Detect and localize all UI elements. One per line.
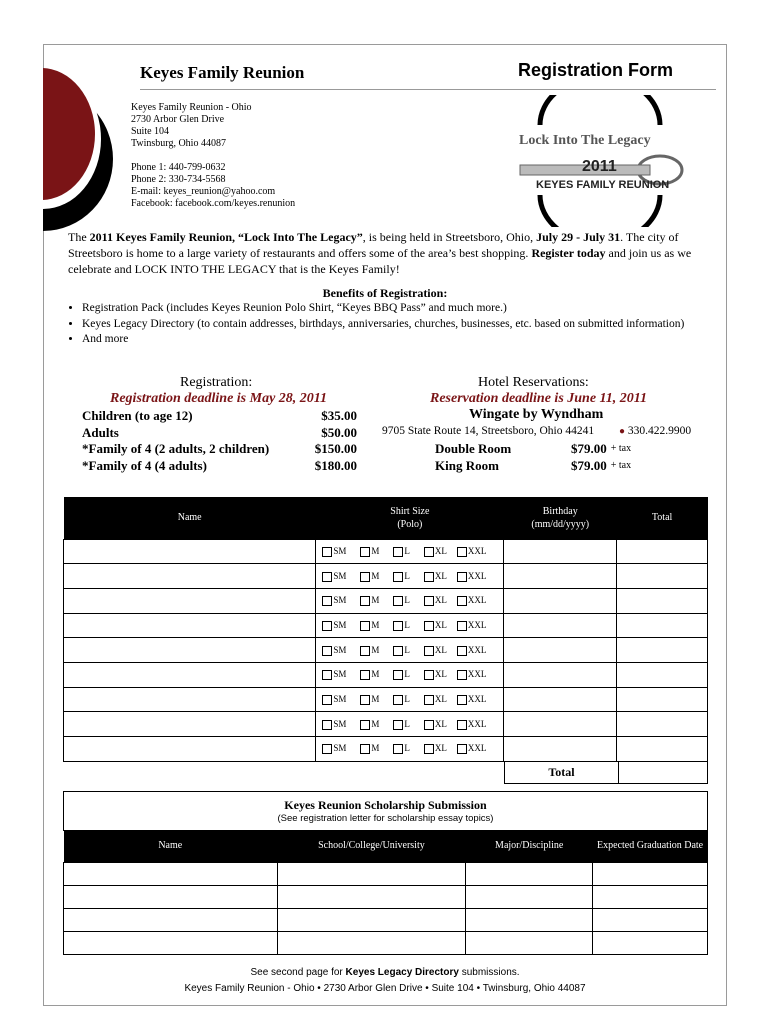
grand-total-field[interactable] [617,761,708,784]
size-label: L [404,545,410,556]
size-option-xxl[interactable] [457,620,487,630]
total-field[interactable] [617,564,708,589]
birthday-field[interactable] [504,588,617,613]
size-option-xxl[interactable] [457,645,487,655]
size-label: M [371,595,380,606]
size-label: XL [434,570,447,581]
list-item [64,862,708,885]
name-field[interactable] [64,687,316,712]
sch-school-field[interactable] [277,931,466,954]
contact-address [131,102,295,210]
price-list [82,408,357,474]
size-label: SM [333,570,347,581]
checkbox[interactable] [424,572,434,582]
sch-grad-field[interactable] [593,885,708,908]
price-value: $35.00 [321,408,357,423]
size-label: XXL [467,545,487,556]
form-title: Registration Form [518,60,674,80]
size-label: XXL [467,644,487,655]
birthday-field[interactable] [504,712,617,737]
hotel-address: 9705 State Route 14, Streetsboro, Ohio 44241 [382,425,595,437]
sch-school-field[interactable] [277,862,466,885]
size-label: SM [333,644,347,655]
price-row [82,458,357,475]
benefit-item: • Keyes Legacy Directory (to contain addresses, birthdays, anniversaries, churches, businesses, etc. based on submitted information) [82,317,692,333]
size-label: L [404,619,410,630]
footer-bold: Keyes Legacy Directory [345,967,459,978]
size-option-xxl[interactable] [457,719,487,729]
shirt-size-cell [316,687,504,712]
intro-text: . The city of Streetsboro is home to a large variety of restaurants and offers some of the area’s best shopping. [68,230,679,260]
price-row [82,408,357,425]
size-option-xl[interactable] [424,669,447,679]
checkbox[interactable] [360,646,370,656]
checkbox[interactable] [393,720,403,730]
birthday-header-text: Birthday [542,505,578,517]
birthday-field[interactable] [504,687,617,712]
phone-2: Phone 2: 330-734-5568 [131,174,226,185]
checkbox[interactable] [322,720,332,730]
hotel-phone [619,425,691,437]
size-option-xxl[interactable] [457,694,487,704]
size-option-sm[interactable] [322,645,346,655]
size-option-sm[interactable] [322,546,346,556]
checkbox[interactable] [457,547,467,557]
checkbox[interactable] [457,621,467,631]
intro-bold: July 29 - July 31 [536,230,621,244]
checkbox[interactable] [322,572,332,582]
checkbox[interactable] [393,646,403,656]
checkbox[interactable] [457,695,467,705]
size-label: XL [434,595,447,606]
size-option-xxl[interactable] [457,743,487,753]
size-label: XXL [467,619,487,630]
sch-major-field[interactable] [466,908,593,931]
checkbox[interactable] [424,695,434,705]
size-label: M [371,570,380,581]
intro-paragraph [68,229,696,277]
table-row [64,564,708,589]
size-label: SM [333,545,347,556]
name-field[interactable] [64,539,316,564]
checkbox[interactable] [322,695,332,705]
hotel-title: Hotel Reservations: [478,375,589,390]
size-label: M [371,545,380,556]
size-option-m[interactable] [360,595,379,605]
price-value: $150.00 [314,441,357,456]
checkbox[interactable] [393,596,403,606]
size-label: SM [333,595,347,606]
checkbox[interactable] [322,646,332,656]
size-option-xl[interactable] [424,743,447,753]
table-row [64,737,708,762]
benefits-title: Benefits of Registration: [322,286,448,300]
col-total-header: Total [651,512,673,524]
room-label: Double Room [435,441,512,456]
size-option-l[interactable] [393,546,410,556]
checkbox[interactable] [360,720,370,730]
size-option-m[interactable] [360,571,379,581]
hotel-name: Wingate by Wyndham [469,407,604,422]
total-field[interactable] [617,588,708,613]
checkbox[interactable] [393,547,403,557]
benefits-list [68,301,692,348]
size-label: M [371,718,380,729]
hotel-deadline: Reservation deadline is June 11, 2011 [430,391,648,406]
table-row [64,638,708,663]
checkbox[interactable] [457,744,467,754]
size-label: XXL [467,694,487,704]
total-field[interactable] [617,613,708,638]
size-option-xl[interactable] [424,719,447,729]
size-label: XL [434,619,447,630]
size-option-sm[interactable] [322,743,346,753]
checkbox[interactable] [393,621,403,631]
size-label: XL [434,669,447,680]
table-header [64,497,708,539]
checkbox[interactable] [360,744,370,754]
size-option-m[interactable] [360,645,379,655]
price-label: *Family of 4 (2 adults, 2 children) [82,441,270,456]
intro-bold: 2011 Keyes Family Reunion, “Lock Into The Legacy” [89,230,363,244]
room-price: $79.00 [571,457,607,473]
size-option-l[interactable] [393,669,410,679]
contact-line: 2730 Arbor Glen Drive [131,114,225,125]
size-label: L [404,743,410,754]
price-label: Children (to age 12) [82,408,193,423]
shirt-size-cell [316,737,504,762]
size-option-m[interactable] [360,620,379,630]
intro-text: The [68,230,90,244]
room-label: King Room [435,457,499,473]
org-title: Keyes Family Reunion [140,63,305,82]
checkbox[interactable] [424,621,434,631]
birthday-field[interactable] [504,737,617,762]
size-label: SM [333,718,347,729]
birthday-field[interactable] [504,638,617,663]
checkbox[interactable] [393,572,403,582]
name-field[interactable] [64,613,316,638]
size-option-l[interactable] [393,694,410,704]
sch-col-grad: Expected Graduation Date [597,839,704,851]
shirt-size-cell [316,539,504,564]
footer-text: See second page for [250,967,346,978]
size-option-xxl[interactable] [457,546,487,556]
sch-name-field[interactable] [64,908,278,931]
size-label: XXL [467,595,487,606]
name-field[interactable] [64,638,316,663]
list-item [64,885,708,908]
size-label: XXL [467,718,487,729]
email: E-mail: keyes_reunion@yahoo.com [131,186,276,197]
name-field[interactable] [64,588,316,613]
sch-grad-field[interactable] [593,862,708,885]
checkbox[interactable] [457,572,467,582]
shirt-size-cell [316,712,504,737]
checkbox[interactable] [322,547,332,557]
sch-col-name: Name [158,840,183,852]
shirt-header-text: Shirt Size [390,505,430,517]
size-option-sm[interactable] [322,719,346,729]
price-row [82,425,357,442]
size-label: M [371,743,380,754]
registration-title: Registration: [180,375,253,390]
size-label: L [404,694,410,704]
total-field[interactable] [617,712,708,737]
size-option-m[interactable] [360,719,379,729]
checkbox[interactable] [360,621,370,631]
checkbox[interactable] [424,670,434,680]
price-label: *Family of 4 (4 adults) [82,457,207,473]
size-label: L [404,644,410,655]
checkbox[interactable] [360,572,370,582]
size-label: L [404,669,410,680]
checkbox[interactable] [322,744,332,754]
shirt-size-cell [316,638,504,663]
logo-name: KEYES FAMILY REUNION [536,179,670,191]
size-option-xl[interactable] [424,620,447,630]
price-row [82,441,357,458]
phone-1: Phone 1: 440-799-0632 [131,162,226,173]
size-option-sm[interactable] [322,620,346,630]
size-option-l[interactable] [393,743,410,753]
scholarship-table [63,830,708,955]
benefit-item: • Registration Pack (includes Keyes Reunion Polo Shirt, “Keyes BBQ Pass” and much more.) [82,301,692,317]
checkbox[interactable] [457,670,467,680]
registration-table [63,497,708,762]
footer-line-2: Keyes Family Reunion - Ohio • 2730 Arbor Glen Drive • Suite 104 • Twinsburg, Ohio 44087 [184,983,586,994]
checkbox[interactable] [322,621,332,631]
scholarship-title: Keyes Reunion Scholarship Submission [284,798,487,812]
sch-major-field[interactable] [466,885,593,908]
col-name-header: Name [177,512,202,524]
size-label: M [371,619,380,630]
checkbox[interactable] [424,646,434,656]
size-option-xl[interactable] [424,694,447,704]
price-label: Adults [82,424,119,440]
size-option-sm[interactable] [322,571,346,581]
price-value: $50.00 [321,424,357,440]
size-option-m[interactable] [360,743,379,753]
size-label: SM [333,619,347,630]
checkbox[interactable] [393,670,403,680]
size-option-xl[interactable] [424,571,447,581]
room-row [435,458,665,475]
size-label: SM [333,743,347,754]
birthday-field[interactable] [504,662,617,687]
total-field[interactable] [617,737,708,762]
contact-line: Keyes Family Reunion - Ohio [131,102,252,113]
list-item [64,931,708,954]
sch-major-field[interactable] [466,862,593,885]
shirt-size-cell [316,662,504,687]
contact-line: Suite 104 [131,126,170,137]
checkbox[interactable] [360,596,370,606]
size-label: SM [333,694,347,704]
sch-school-field[interactable] [277,908,466,931]
sch-grad-field[interactable] [593,908,708,931]
shirt-size-cell [316,613,504,638]
size-option-sm[interactable] [322,694,346,704]
name-field[interactable] [64,712,316,737]
total-field[interactable] [617,662,708,687]
col-birthday-header [504,497,617,539]
total-field[interactable] [617,638,708,663]
shirt-size-cell [316,564,504,589]
footer-text: submissions. [458,967,520,978]
checkbox[interactable] [424,596,434,606]
size-option-sm[interactable] [322,669,346,679]
sch-major-field[interactable] [466,931,593,954]
size-option-xxl[interactable] [457,595,487,605]
size-option-l[interactable] [393,719,410,729]
size-option-l[interactable] [393,571,410,581]
size-option-m[interactable] [360,669,379,679]
scholarship-subtitle: (See registration letter for scholarship essay topics) [277,813,494,824]
sch-grad-field[interactable] [593,931,708,954]
sch-name-field[interactable] [64,862,278,885]
checkbox[interactable] [424,547,434,557]
checkbox[interactable] [424,720,434,730]
header-divider [140,89,716,90]
size-label: M [371,669,380,680]
col-shirt-header [316,497,504,539]
birthday-field[interactable] [504,564,617,589]
checkbox[interactable] [360,547,370,557]
room-list [435,441,665,474]
size-label: XXL [467,743,487,754]
sch-name-field[interactable] [64,885,278,908]
size-option-m[interactable] [360,546,379,556]
room-price: $79.00 [571,441,607,456]
checkbox[interactable] [393,744,403,754]
scholarship-title-box [63,791,708,831]
size-label: XL [434,644,447,655]
name-field[interactable] [64,737,316,762]
intro-bold: Register today [531,246,606,260]
sch-school-field[interactable] [277,885,466,908]
size-option-xl[interactable] [424,546,447,556]
size-label: XL [434,718,447,729]
sch-col-school: School/College/University [318,840,425,852]
size-option-m[interactable] [360,694,379,704]
name-field[interactable] [64,564,316,589]
table-row [64,588,708,613]
size-label: L [404,570,410,581]
checkbox[interactable] [322,596,332,606]
footer-line-1 [0,967,770,978]
room-tax: + tax [610,443,632,454]
benefit-item: • And more [82,332,692,348]
checkbox[interactable] [393,695,403,705]
table-row [64,687,708,712]
total-field[interactable] [617,687,708,712]
hotel-phone-number: 330.422.9900 [627,425,692,437]
size-label: M [371,644,380,655]
size-label: M [371,694,380,704]
size-label: L [404,718,410,729]
decorative-crescent [43,44,123,234]
room-row [435,441,665,458]
checkbox[interactable] [322,670,332,680]
checkbox[interactable] [457,646,467,656]
checkbox[interactable] [360,695,370,705]
price-value: $180.00 [314,457,357,473]
birthday-header-sub: (mm/dd/yyyy) [531,518,590,530]
size-option-sm[interactable] [322,595,346,605]
size-option-l[interactable] [393,645,410,655]
size-option-xxl[interactable] [457,571,487,581]
logo-tagline: Lock Into The Legacy [519,133,651,148]
checkbox[interactable] [360,670,370,680]
name-field[interactable] [64,662,316,687]
size-option-xl[interactable] [424,645,447,655]
room-tax: + tax [610,459,632,471]
grand-total-label: Total [504,761,619,784]
intro-text: and join us as we celebrate and LOCK INTO THE LEGACY that is the Keyes Family! [68,246,692,276]
size-label: XXL [467,570,487,581]
size-label: SM [333,669,347,680]
logo-year: 2011 [582,158,617,175]
table-row [64,662,708,687]
scholarship-header [64,830,708,862]
size-label: XL [434,545,447,556]
sch-col-major: Major/Discipline [495,840,564,852]
list-item [64,908,708,931]
size-label: L [404,595,410,606]
table-row [64,712,708,737]
shirt-size-cell [316,588,504,613]
checkbox[interactable] [457,720,467,730]
shirt-header-sub: (Polo) [397,518,423,530]
checkbox[interactable] [457,596,467,606]
size-option-l[interactable] [393,620,410,630]
birthday-field[interactable] [504,539,617,564]
size-label: XXL [467,669,487,680]
sch-name-field[interactable] [64,931,278,954]
registration-deadline: Registration deadline is May 28, 2011 [110,391,328,406]
intro-text: , is being held in Streetsboro, Ohio, [362,230,537,244]
phone-icon: ● [619,426,626,437]
contact-line: Twinsburg, Ohio 44087 [131,138,226,149]
size-option-xl[interactable] [424,595,447,605]
size-label: XL [434,694,447,704]
size-option-xxl[interactable] [457,669,487,679]
size-label: XL [434,743,447,754]
birthday-field[interactable] [504,613,617,638]
checkbox[interactable] [424,744,434,754]
table-row [64,539,708,564]
size-option-l[interactable] [393,595,410,605]
table-row [64,613,708,638]
facebook: Facebook: facebook.com/keyes.renunion [131,198,296,209]
total-field[interactable] [617,539,708,564]
